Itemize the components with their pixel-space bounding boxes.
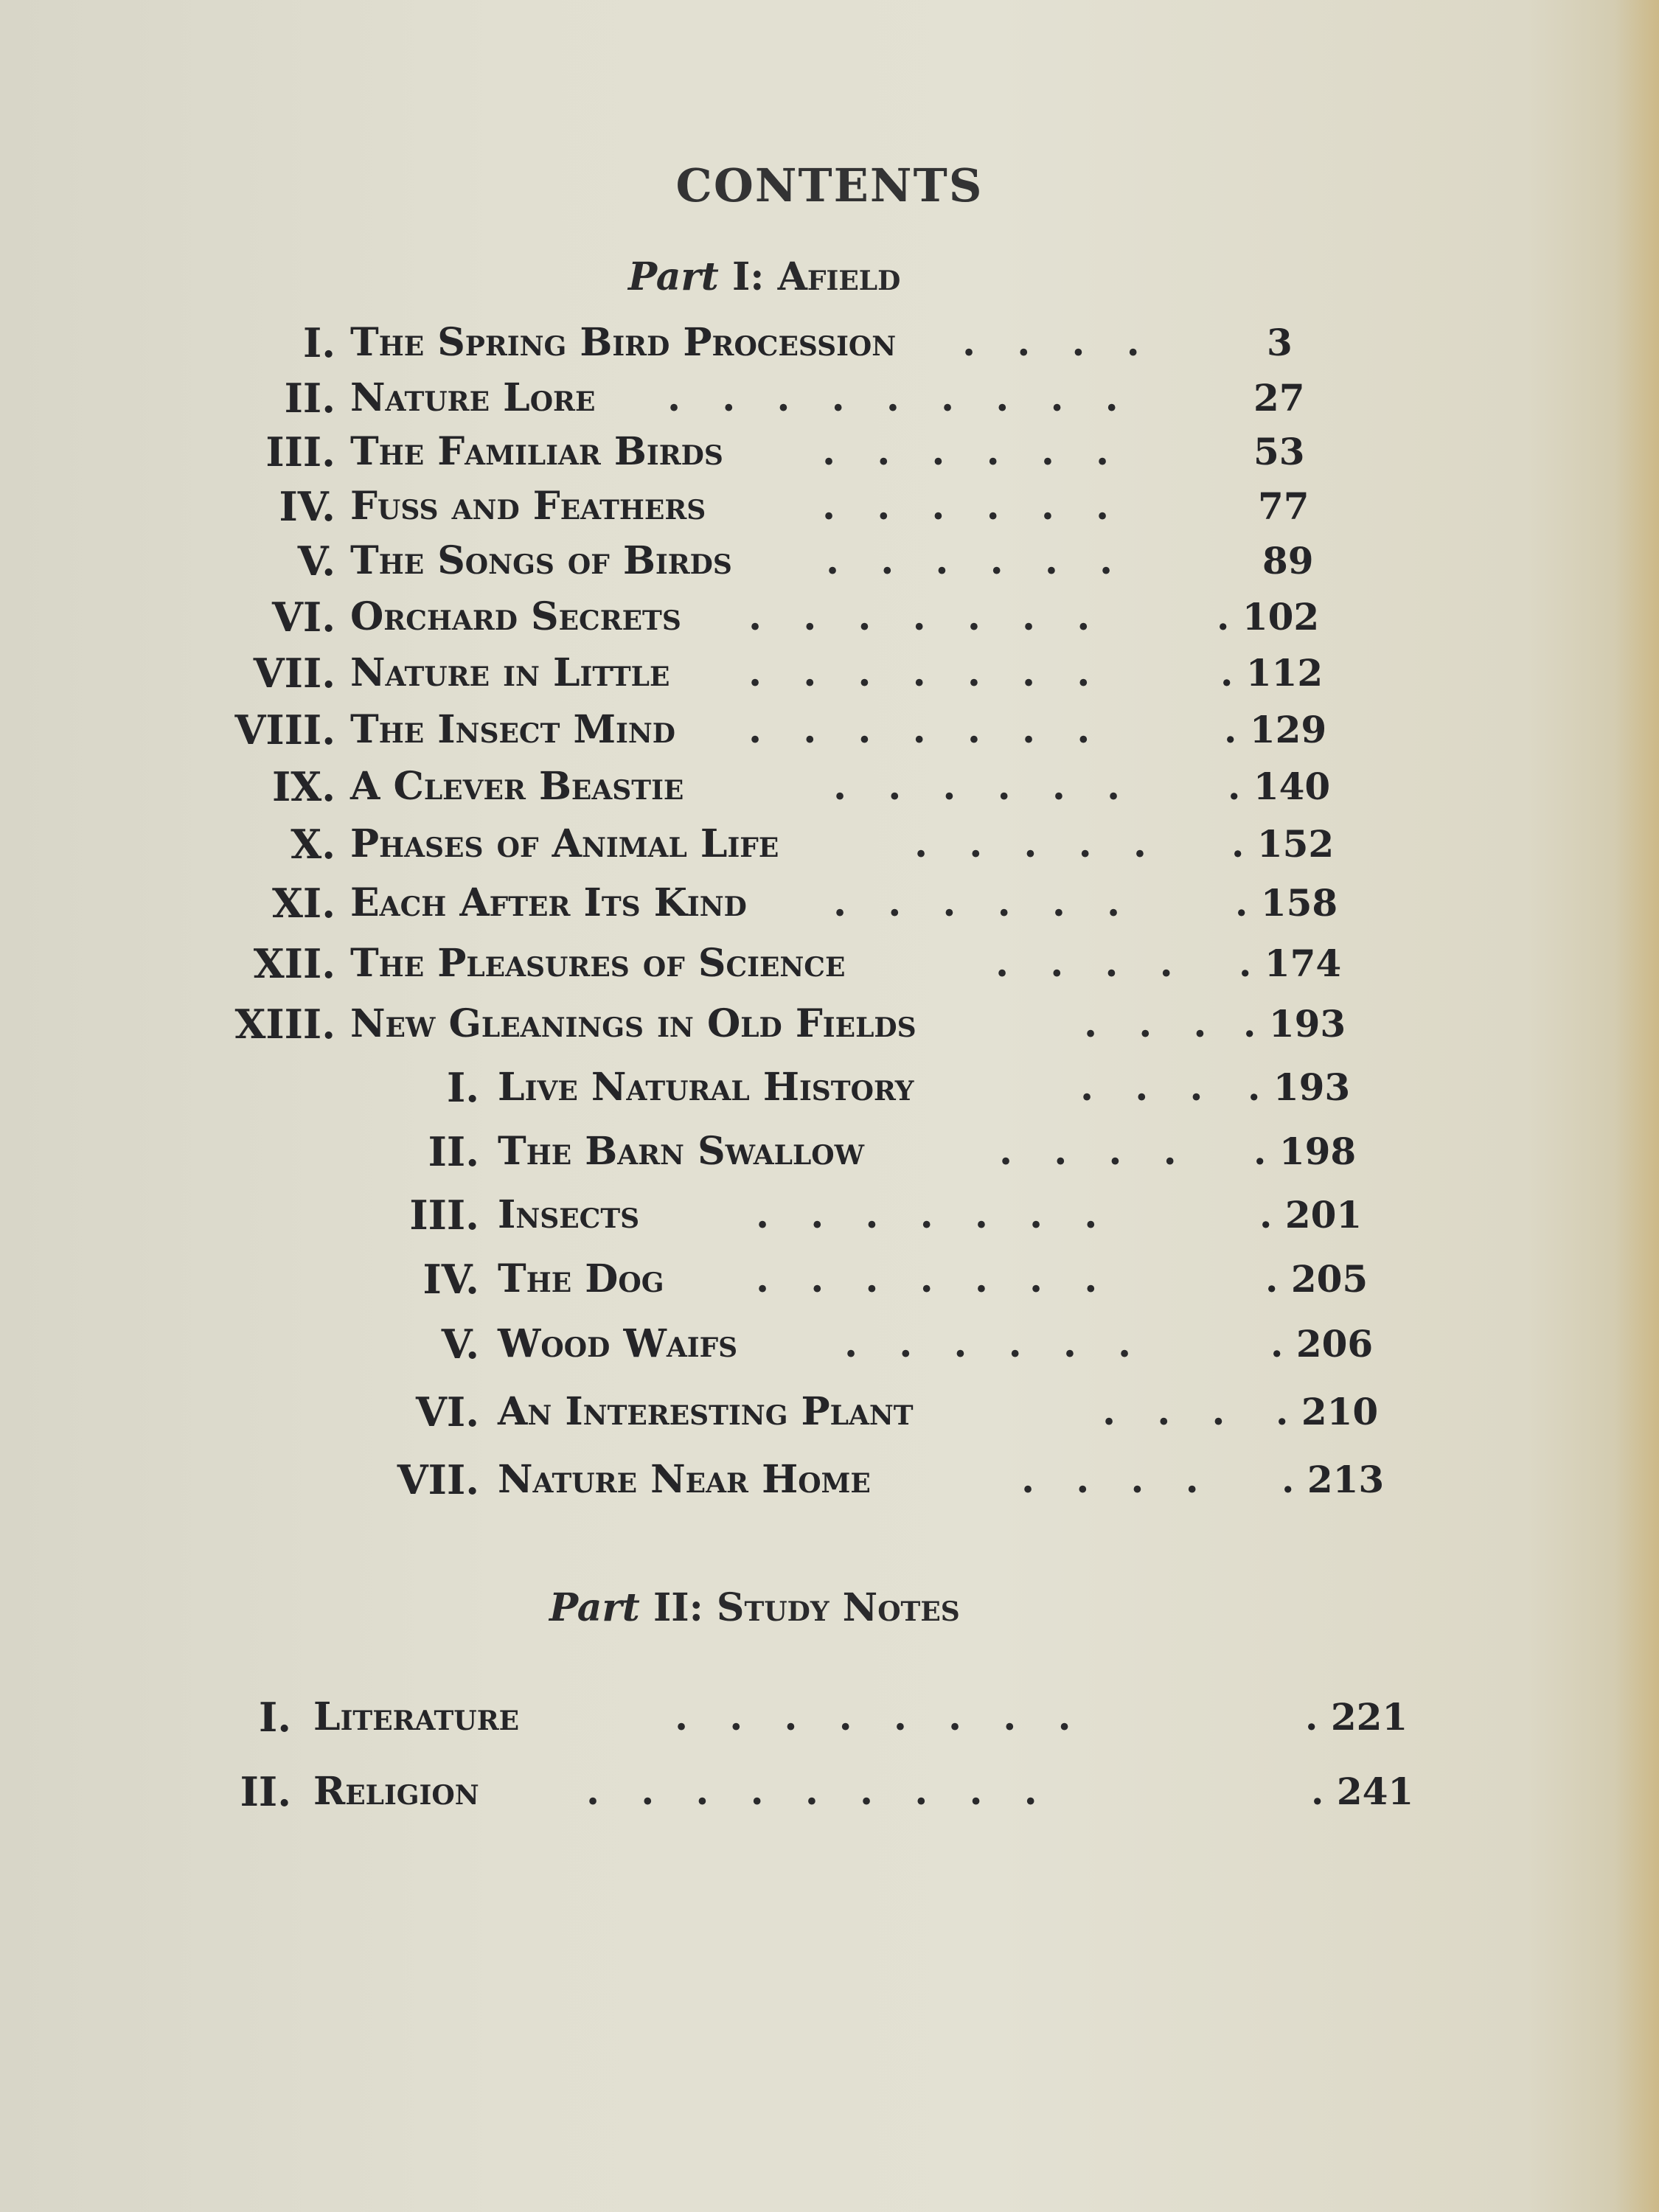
chapter-numeral: I. [302, 319, 335, 366]
subchapter-row [0, 1318, 1659, 1370]
chapter-leader-dots: . . . . . . . . . [667, 375, 1119, 420]
subchapter-numeral: VI. [416, 1388, 479, 1436]
chapter-title: New Gleanings in Old Fields [350, 1001, 917, 1046]
chapter-page-number: . 193 [1243, 1002, 1346, 1046]
chapter-page-number: . 102 [1217, 595, 1320, 639]
part-one-numeral: I [731, 254, 751, 299]
study-note-page-number: . 221 [1305, 1695, 1408, 1739]
study-note-leader-dots: . . . . . . . . . [586, 1769, 1037, 1814]
chapter-title: The Pleasures of Science [350, 941, 846, 986]
subchapter-row [0, 1253, 1659, 1305]
subchapter-numeral: II. [428, 1128, 479, 1175]
chapter-numeral: XIII. [234, 1001, 335, 1048]
subchapter-page-number: . 193 [1248, 1065, 1351, 1109]
chapter-page-number: 89 [1262, 539, 1314, 582]
chapter-title: Phases of Animal Life [350, 821, 779, 866]
subchapter-row [0, 1062, 1659, 1113]
chapter-numeral: II. [284, 375, 335, 422]
chapter-leader-dots: . . . . . . [833, 880, 1121, 925]
subchapter-row [0, 1189, 1659, 1241]
chapter-page-number: 53 [1253, 430, 1305, 473]
chapter-row [0, 535, 1659, 587]
chapter-numeral: XI. [272, 880, 335, 927]
part-one-prefix: Part [628, 254, 719, 299]
chapter-leader-dots: . . . . . . [822, 429, 1110, 474]
chapter-numeral: III. [265, 428, 335, 476]
subchapter-page-number: . 206 [1270, 1322, 1374, 1366]
subchapter-title: Wood Waifs [498, 1321, 738, 1366]
chapter-title: Fuss and Feathers [350, 484, 706, 529]
chapter-row [0, 761, 1659, 813]
chapter-title: Orchard Secrets [350, 594, 681, 639]
chapter-row [0, 647, 1659, 699]
study-note-row [0, 1766, 1659, 1818]
subchapter-page-number: . 198 [1253, 1130, 1357, 1173]
subchapter-title: An Interesting Plant [498, 1389, 914, 1434]
chapter-leader-dots: . . . . . . [833, 764, 1121, 809]
subchapter-row [0, 1126, 1659, 1178]
chapter-numeral: VII. [253, 650, 335, 697]
chapter-numeral: VIII. [234, 706, 335, 754]
part-one-title: Part I: Afield [628, 254, 901, 299]
chapter-title: The Songs of Birds [350, 538, 732, 583]
chapter-page-number: . 158 [1235, 881, 1338, 925]
subchapter-page-number: . 210 [1276, 1390, 1379, 1433]
chapter-leader-dots: . . . . . [914, 821, 1147, 866]
subchapter-numeral: V. [441, 1321, 479, 1368]
chapter-title: The Spring Bird Procession [350, 320, 897, 365]
chapter-row [0, 426, 1659, 478]
subchapter-page-number: . 205 [1265, 1257, 1368, 1301]
chapter-leader-dots: . . . . . . [822, 484, 1110, 529]
chapter-title: Nature Lore [350, 375, 596, 420]
chapter-title: A Clever Beastie [350, 764, 684, 809]
chapter-title: The Familiar Birds [350, 429, 723, 474]
chapter-row [0, 481, 1659, 532]
chapter-page-number: . 112 [1220, 651, 1324, 695]
chapter-numeral: V. [297, 538, 335, 585]
chapter-page-number: . 129 [1224, 708, 1327, 751]
chapter-title: Nature in Little [350, 650, 670, 695]
subchapter-title: Live Natural History [498, 1065, 914, 1110]
study-note-title: Literature [313, 1694, 520, 1739]
subchapter-numeral: VII. [397, 1456, 479, 1503]
study-note-leader-dots: . . . . . . . . [675, 1694, 1071, 1739]
chapter-row [0, 818, 1659, 870]
chapter-row [0, 317, 1659, 369]
chapter-row [0, 998, 1659, 1050]
chapter-row [0, 372, 1659, 424]
chapter-leader-dots: . . . . . . . [748, 650, 1091, 695]
subchapter-title: The Dog [498, 1256, 664, 1301]
subchapter-leader-dots: . . . [1102, 1389, 1225, 1434]
part-two-title: Part II: Study Notes [549, 1585, 960, 1630]
subchapter-leader-dots: . . . . . . [844, 1321, 1132, 1366]
part-one-name: Afield [777, 254, 901, 299]
chapter-leader-dots: . . . . . . . [748, 594, 1091, 639]
chapter-page-number: . 152 [1231, 822, 1335, 866]
chapter-numeral: VI. [272, 594, 335, 641]
chapter-row [0, 591, 1659, 643]
subchapter-leader-dots: . . . [1080, 1065, 1203, 1110]
subchapter-leader-dots: . . . . [999, 1129, 1177, 1174]
subchapter-numeral: I. [446, 1064, 479, 1111]
chapter-page-number: 27 [1253, 376, 1305, 420]
chapter-leader-dots: . . . . . . [826, 538, 1113, 583]
subchapter-title: The Barn Swallow [498, 1129, 865, 1174]
chapter-leader-dots: . . . . [995, 941, 1173, 986]
part-two-name: Study Notes [716, 1585, 960, 1630]
study-note-row [0, 1691, 1659, 1743]
subchapter-row [0, 1454, 1659, 1506]
chapter-title: The Insect Mind [350, 707, 675, 752]
chapter-row [0, 704, 1659, 756]
chapter-leader-dots: . . . [1084, 1001, 1207, 1046]
study-note-title: Religion [313, 1769, 479, 1814]
chapter-page-number: . 174 [1239, 942, 1342, 985]
chapter-numeral: XII. [253, 940, 335, 987]
chapter-row [0, 938, 1659, 990]
subchapter-page-number: . 201 [1259, 1193, 1363, 1237]
study-note-numeral: I. [258, 1694, 291, 1741]
chapter-page-number: . 140 [1228, 765, 1331, 808]
chapter-page-number: 77 [1258, 484, 1310, 528]
study-note-page-number: . 241 [1311, 1770, 1414, 1813]
contents-heading: CONTENTS [675, 159, 984, 212]
chapter-numeral: X. [291, 821, 335, 868]
subchapter-numeral: IV. [422, 1256, 479, 1303]
chapter-leader-dots: . . . . . . . [748, 707, 1091, 752]
subchapter-leader-dots: . . . . . . . [756, 1256, 1098, 1301]
chapter-numeral: IV. [279, 483, 335, 530]
study-note-numeral: II. [240, 1768, 291, 1815]
part-two-prefix: Part [549, 1585, 640, 1630]
chapter-leader-dots: . . . . [962, 320, 1140, 365]
subchapter-leader-dots: . . . . [1021, 1457, 1199, 1502]
subchapter-title: Insects [498, 1192, 640, 1237]
subchapter-page-number: . 213 [1281, 1458, 1385, 1501]
chapter-row [0, 877, 1659, 929]
subchapter-row [0, 1386, 1659, 1438]
chapter-page-number: 3 [1267, 321, 1293, 364]
part-two-numeral: II [653, 1585, 689, 1630]
subchapter-leader-dots: . . . . . . . [756, 1192, 1098, 1237]
chapter-title: Each After Its Kind [350, 880, 747, 925]
subchapter-numeral: III. [409, 1192, 479, 1239]
chapter-numeral: IX. [272, 763, 335, 810]
subchapter-title: Nature Near Home [498, 1457, 871, 1502]
